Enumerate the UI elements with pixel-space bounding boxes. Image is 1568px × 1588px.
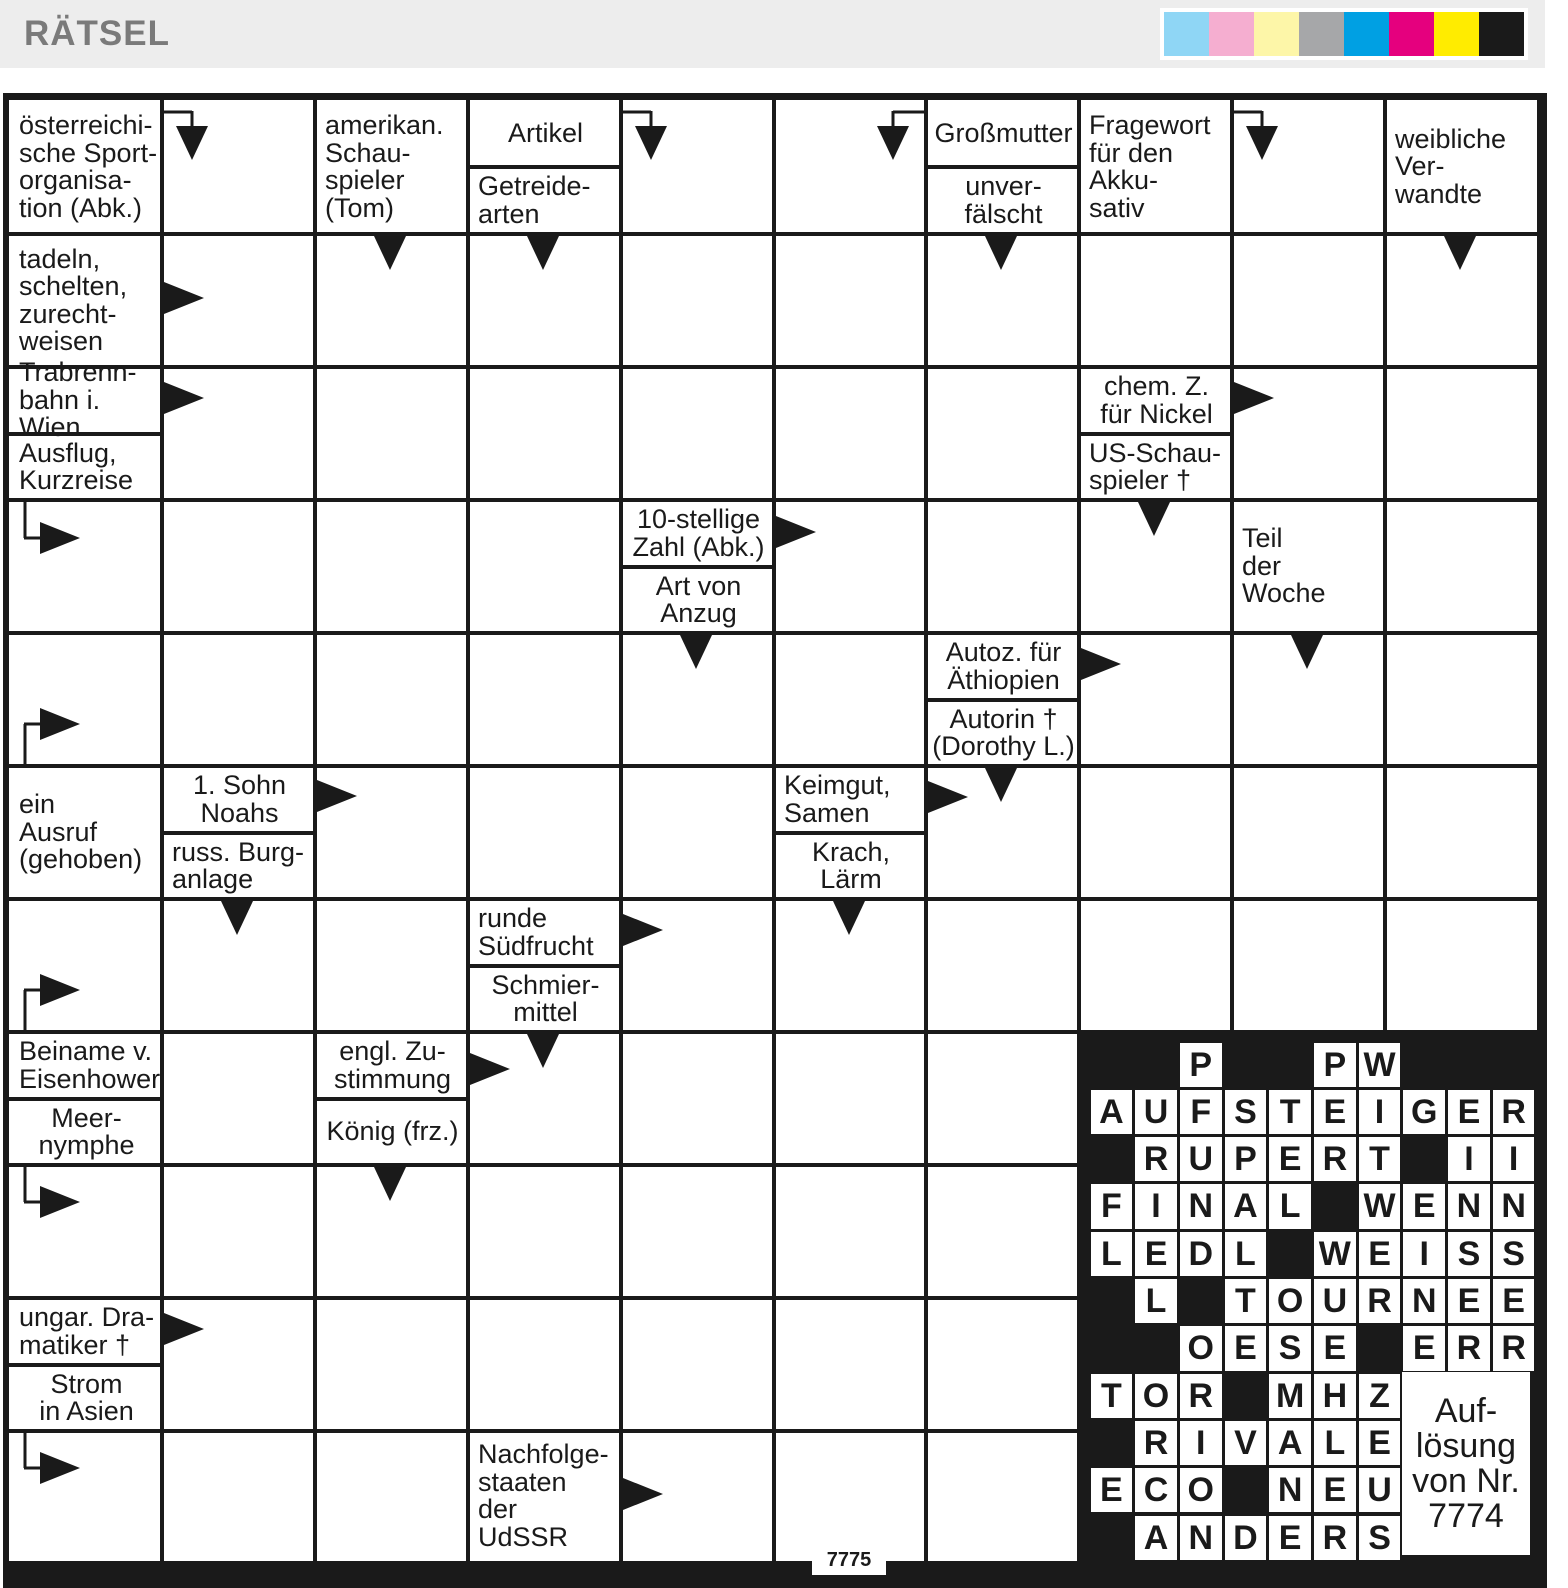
solution-letter: P bbox=[1180, 1043, 1222, 1087]
solution-letter: S bbox=[1269, 1326, 1311, 1370]
solution-letter: S bbox=[1359, 1516, 1401, 1560]
arrow-right-icon bbox=[1234, 382, 1274, 414]
clue-text: Art von Anzug bbox=[655, 570, 742, 628]
clue-text: Fragewort für den Akku- sativ bbox=[1089, 110, 1211, 223]
solution-letter: S bbox=[1225, 1090, 1267, 1134]
clue-text: Trabrenn- bahn i. Wien bbox=[19, 357, 137, 443]
solution-letter: M bbox=[1269, 1374, 1311, 1418]
arrow-down-icon bbox=[374, 236, 406, 270]
clue-text: König (frz.) bbox=[326, 1116, 459, 1147]
solution-letter: T bbox=[1091, 1374, 1133, 1418]
clue-text: chem. Z. für Nickel bbox=[1100, 371, 1213, 429]
clue-text: engl. Zu- stimmung bbox=[333, 1036, 452, 1094]
clue-text: Keimgut, Samen bbox=[784, 770, 891, 828]
clue-text: Meer- nymphe bbox=[38, 1102, 135, 1160]
solution-letter: L bbox=[1269, 1184, 1311, 1228]
solution-letter: E bbox=[1403, 1184, 1445, 1228]
solution-letter: G bbox=[1403, 1090, 1445, 1134]
arrow-right-icon bbox=[776, 516, 816, 548]
solution-letter: R bbox=[1314, 1137, 1356, 1181]
arrow-down-icon bbox=[1291, 635, 1323, 669]
clue-text: US-Schau- spieler † bbox=[1089, 437, 1222, 495]
clue-text: Strom in Asien bbox=[39, 1368, 134, 1426]
clue-text: Großmutter bbox=[934, 117, 1073, 148]
solution-letter: D bbox=[1225, 1516, 1267, 1560]
solution-letter: F bbox=[1180, 1090, 1222, 1134]
arrow-down-icon bbox=[374, 1167, 406, 1201]
arrow-down-icon bbox=[1444, 236, 1476, 270]
solution-letter: N bbox=[1493, 1184, 1535, 1228]
solution-letter: E bbox=[1314, 1090, 1356, 1134]
solution-letter: T bbox=[1269, 1090, 1311, 1134]
solution-letter: N bbox=[1269, 1468, 1311, 1512]
hook-right-arrow-icon bbox=[40, 522, 80, 554]
hook-right-arrow-icon bbox=[40, 708, 80, 740]
clue-text: 10-stellige Zahl (Abk.) bbox=[632, 504, 765, 562]
solution-letter: D bbox=[1180, 1232, 1222, 1276]
solution-letter: E bbox=[1269, 1137, 1311, 1181]
clue-text: ein Ausruf (gehoben) bbox=[19, 789, 143, 875]
solution-letter: O bbox=[1269, 1279, 1311, 1323]
solution-letter: E bbox=[1448, 1090, 1490, 1134]
arrow-down-icon bbox=[833, 901, 865, 935]
solution-letter: E bbox=[1359, 1232, 1401, 1276]
solution-letter: R bbox=[1359, 1279, 1401, 1323]
hook-down-arrow-icon bbox=[635, 126, 667, 160]
solution-letter: S bbox=[1493, 1232, 1535, 1276]
clue-text: Nachfolge- staaten der UdSSR bbox=[478, 1439, 609, 1552]
solution-letter: O bbox=[1180, 1326, 1222, 1370]
clue-text: Autorin † (Dorothy L.) bbox=[932, 703, 1075, 761]
solution-letter: P bbox=[1314, 1043, 1356, 1087]
solution-letter: E bbox=[1091, 1468, 1133, 1512]
clue-text: ungar. Dra- matiker † bbox=[19, 1302, 155, 1360]
solution-letter: R bbox=[1493, 1326, 1535, 1370]
solution-letter: Z bbox=[1359, 1374, 1401, 1418]
solution-letter: U bbox=[1314, 1279, 1356, 1323]
solution-letter: R bbox=[1135, 1137, 1177, 1181]
solution-letter: L bbox=[1091, 1232, 1133, 1276]
solution-letter: E bbox=[1359, 1421, 1401, 1465]
solution-letter: I bbox=[1493, 1137, 1535, 1181]
solution-letter: P bbox=[1225, 1137, 1267, 1181]
hook-down-arrow-icon bbox=[877, 126, 909, 160]
solution-letter: N bbox=[1403, 1279, 1445, 1323]
clue-text: Beiname v. Eisenhower bbox=[19, 1036, 161, 1094]
solution-letter: E bbox=[1135, 1232, 1177, 1276]
clue-text: österreichi- sche Sport- organisa- tion (Abk.) bbox=[19, 110, 158, 223]
solution-letter: N bbox=[1180, 1184, 1222, 1228]
arrow-down-icon bbox=[221, 901, 253, 935]
solution-letter: E bbox=[1403, 1326, 1445, 1370]
arrow-down-icon bbox=[527, 236, 559, 270]
solution-letter: O bbox=[1135, 1374, 1177, 1418]
arrow-down-icon bbox=[1138, 502, 1170, 536]
clue-text: Teil der Woche bbox=[1242, 523, 1326, 609]
hook-right-arrow-icon bbox=[40, 1452, 80, 1484]
clue-text: russ. Burg- anlage bbox=[172, 836, 305, 894]
solution-letter: R bbox=[1493, 1090, 1535, 1134]
solution-letter: V bbox=[1225, 1421, 1267, 1465]
solution-letter: W bbox=[1359, 1184, 1401, 1228]
solution-letter: H bbox=[1314, 1374, 1356, 1418]
solution-letter: I bbox=[1359, 1090, 1401, 1134]
arrow-down-icon bbox=[985, 768, 1017, 802]
clue-text: tadeln, schelten, zurecht- weisen bbox=[19, 243, 128, 356]
solution-letter: L bbox=[1225, 1232, 1267, 1276]
solution-letter: R bbox=[1314, 1516, 1356, 1560]
clue-text: weibliche Ver- wandte bbox=[1395, 123, 1507, 209]
solution-letter: R bbox=[1448, 1326, 1490, 1370]
puzzle-number: 7775 bbox=[812, 1545, 886, 1575]
solution-letter: R bbox=[1135, 1421, 1177, 1465]
clue-text: Krach, Lärm bbox=[811, 836, 891, 894]
solution-note: Auf- lösung von Nr. 7774 bbox=[1402, 1372, 1530, 1555]
solution-letter: E bbox=[1225, 1326, 1267, 1370]
solution-letter: I bbox=[1180, 1421, 1222, 1465]
solution-letter: T bbox=[1225, 1279, 1267, 1323]
arrow-down-icon bbox=[527, 1034, 559, 1068]
solution-letter: E bbox=[1314, 1468, 1356, 1512]
solution-letter: A bbox=[1225, 1184, 1267, 1228]
arrow-right-icon bbox=[164, 382, 204, 414]
solution-letter: E bbox=[1314, 1326, 1356, 1370]
solution-letter: A bbox=[1269, 1421, 1311, 1465]
hook-down-arrow-icon bbox=[1246, 126, 1278, 160]
solution-letter: W bbox=[1314, 1232, 1356, 1276]
solution-letter: T bbox=[1359, 1137, 1401, 1181]
solution-letter: N bbox=[1180, 1516, 1222, 1560]
solution-letter: A bbox=[1135, 1516, 1177, 1560]
arrow-right-icon bbox=[164, 1313, 204, 1345]
arrow-down-icon bbox=[680, 635, 712, 669]
arrow-right-icon bbox=[623, 914, 663, 946]
solution-letter: W bbox=[1359, 1043, 1401, 1087]
solution-letter: I bbox=[1403, 1232, 1445, 1276]
solution-letter: L bbox=[1314, 1421, 1356, 1465]
solution-letter: R bbox=[1180, 1374, 1222, 1418]
arrow-right-icon bbox=[928, 781, 968, 813]
clue-text: Artikel bbox=[507, 117, 583, 148]
solution-letter: E bbox=[1269, 1516, 1311, 1560]
solution-letter: U bbox=[1359, 1468, 1401, 1512]
clue-text: Ausflug, Kurzreise bbox=[19, 437, 134, 495]
solution-letter: S bbox=[1448, 1232, 1490, 1276]
solution-letter: A bbox=[1091, 1090, 1133, 1134]
section-title: RÄTSEL bbox=[24, 14, 170, 53]
arrow-right-icon bbox=[164, 282, 204, 314]
solution-letter: O bbox=[1180, 1468, 1222, 1512]
solution-letter: F bbox=[1091, 1184, 1133, 1228]
arrow-right-icon bbox=[317, 780, 357, 812]
solution-letter: U bbox=[1135, 1090, 1177, 1134]
clue-text: Schmier- mittel bbox=[491, 969, 600, 1027]
clue-text: runde Südfrucht bbox=[478, 903, 594, 961]
solution-letter: I bbox=[1448, 1137, 1490, 1181]
arrow-right-icon bbox=[1081, 648, 1121, 680]
clue-text: Getreide- arten bbox=[478, 171, 591, 229]
solution-letter: U bbox=[1180, 1137, 1222, 1181]
arrow-right-icon bbox=[470, 1053, 510, 1085]
arrow-right-icon bbox=[623, 1478, 663, 1510]
clue-text: Autoz. für Äthiopien bbox=[945, 637, 1062, 695]
solution-letter: C bbox=[1135, 1468, 1177, 1512]
hook-right-arrow-icon bbox=[40, 974, 80, 1006]
hook-down-arrow-icon bbox=[176, 126, 208, 160]
solution-letter: I bbox=[1135, 1184, 1177, 1228]
solution-letter: E bbox=[1493, 1279, 1535, 1323]
solution-letter: E bbox=[1448, 1279, 1490, 1323]
solution-letter: L bbox=[1135, 1279, 1177, 1323]
clue-text: amerikan. Schau- spieler (Tom) bbox=[325, 110, 444, 223]
hook-right-arrow-icon bbox=[40, 1186, 80, 1218]
clue-text: 1. Sohn Noahs bbox=[192, 770, 287, 828]
arrow-down-icon bbox=[985, 236, 1017, 270]
solution-letter: N bbox=[1448, 1184, 1490, 1228]
clue-text: unver- fälscht bbox=[964, 171, 1043, 229]
